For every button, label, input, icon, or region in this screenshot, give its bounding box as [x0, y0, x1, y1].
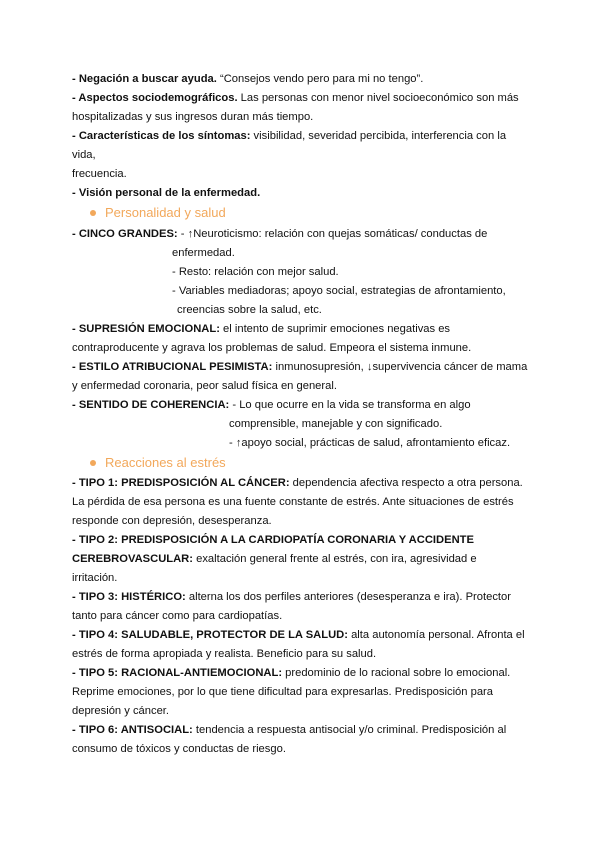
- text-sentido: - Lo que ocurre en la vida se transforma en algo: [229, 399, 471, 411]
- text-tipo5: predominio de lo racional sobre lo emocional.: [282, 667, 511, 679]
- para-tipo2: [72, 533, 474, 547]
- para-cinco-cont3: - Variables mediadoras; apoyo social, estrategias de afrontamiento,: [172, 285, 506, 297]
- label-estilo: - ESTILO ATRIBUCIONAL PESIMISTA:: [72, 361, 273, 373]
- para-tipo5-cont1: Reprime emociones, por lo que tiene dificultad para expresarlas. Predisposición para: [72, 686, 494, 698]
- text-caracteristicas: visibilidad, severidad percibida, interferencia con la: [250, 130, 507, 142]
- para-supresion: [72, 322, 450, 336]
- text-negacion: “Consejos vendo pero para mi no tengo”.: [216, 73, 424, 85]
- heading-text: Personalidad y salud: [105, 205, 226, 220]
- text-tipo1: dependencia afectiva respecto a otra persona.: [289, 477, 523, 489]
- para-supresion-cont: contraproducente y agrava los problemas de salud. Empeora el sistema inmune.: [72, 342, 472, 354]
- text-tipo4: alta autonomía personal. Afronta el: [347, 629, 525, 641]
- para-vision: [72, 186, 260, 200]
- label-sentido: - SENTIDO DE COHERENCIA:: [72, 399, 230, 411]
- para-cinco-cont1: enfermedad.: [172, 247, 235, 259]
- para-aspectos-cont: hospitalizadas y sus ingresos duran más tiempo.: [72, 111, 314, 123]
- para-sentido-cont2: - ↑apoyo social, prácticas de salud, afrontamiento eficaz.: [229, 437, 511, 449]
- label-tipo3: - TIPO 3: HISTÉRICO:: [72, 591, 186, 603]
- para-sentido-cont1: comprensible, manejable y con significado.: [229, 418, 443, 430]
- para-tipo5-cont2: depresión y cáncer.: [72, 705, 170, 717]
- para-negacion: [72, 72, 423, 86]
- label-tipo6: - TIPO 6: ANTISOCIAL:: [72, 724, 193, 736]
- label-negacion: - Negación a buscar ayuda.: [72, 73, 217, 85]
- para-estilo-cont: y enfermedad coronaria, peor salud física en general.: [72, 380, 337, 392]
- label-vision: - Visión personal de la enfermedad.: [72, 187, 261, 199]
- section-heading-reacciones: [90, 455, 226, 471]
- section-heading-personalidad: [90, 205, 226, 221]
- text-tipo2: exaltación general frente al estrés, con ira, agresividad e: [193, 553, 477, 565]
- bullet-icon: [90, 210, 96, 216]
- para-tipo1-cont1: La pérdida de esa persona es una fuente constante de estrés. Ante situaciones de estrés: [72, 496, 514, 508]
- label-aspectos: - Aspectos sociodemográficos.: [72, 92, 238, 104]
- para-caracteristicas-cont2: frecuencia.: [72, 168, 127, 180]
- para-aspectos: [72, 91, 519, 105]
- para-tipo5: [72, 666, 510, 680]
- para-sentido: [72, 398, 471, 412]
- label-tipo2-cont: CEREBROVASCULAR:: [72, 553, 193, 565]
- text-cinco-grandes: - ↑Neuroticismo: relación con quejas somáticas/ conductas de: [177, 228, 488, 240]
- label-tipo4: - TIPO 4: SALUDABLE, PROTECTOR DE LA SALUD:: [72, 629, 348, 641]
- para-tipo4-cont: estrés de forma apropiada y realista. Beneficio para su salud.: [72, 648, 377, 660]
- label-tipo1: - TIPO 1: PREDISPOSICIÓN AL CÁNCER:: [72, 477, 290, 489]
- para-tipo4: [72, 628, 525, 642]
- para-cinco-cont2: - Resto: relación con mejor salud.: [172, 266, 339, 278]
- label-tipo2: - TIPO 2: PREDISPOSICIÓN A LA CARDIOPATÍA CORONARIA Y ACCIDENTE: [72, 534, 474, 546]
- para-cinco-cont4: creencias sobre la salud, etc.: [177, 304, 322, 316]
- para-tipo1: [72, 476, 523, 490]
- para-tipo3: [72, 590, 511, 604]
- text-supresion: el intento de suprimir emociones negativas es: [219, 323, 451, 335]
- para-tipo1-cont2: responde con depresión, desesperanza.: [72, 515, 272, 527]
- text-tipo6: tendencia a respuesta antisocial y/o criminal. Predisposición al: [192, 724, 507, 736]
- label-cinco-grandes: - CINCO GRANDES:: [72, 228, 178, 240]
- label-tipo5: - TIPO 5: RACIONAL-ANTIEMOCIONAL:: [72, 667, 283, 679]
- para-tipo6-cont: consumo de tóxicos y conductas de riesgo.: [72, 743, 286, 755]
- label-supresion: - SUPRESIÓN EMOCIONAL:: [72, 323, 220, 335]
- para-cinco-grandes: [72, 227, 487, 241]
- text-estilo: inmunosupresión, ↓supervivencia cáncer de mama: [272, 361, 528, 373]
- para-tipo2-cont2: irritación.: [72, 572, 118, 584]
- heading-text: Reacciones al estrés: [105, 455, 226, 470]
- text-aspectos: Las personas con menor nivel socioeconómico son más: [237, 92, 519, 104]
- text-tipo3: alterna los dos perfiles anteriores (desesperanza e ira). Protector: [185, 591, 511, 603]
- para-tipo6: [72, 723, 506, 737]
- para-tipo3-cont: tanto para cáncer como para cardiopatías.: [72, 610, 283, 622]
- bullet-icon: [90, 460, 96, 466]
- para-estilo: [72, 360, 527, 374]
- para-caracteristicas: [72, 129, 506, 143]
- label-caracteristicas: - Características de los síntomas:: [72, 130, 251, 142]
- para-tipo2-cont1: [72, 552, 477, 566]
- para-caracteristicas-cont1: vida,: [72, 149, 96, 161]
